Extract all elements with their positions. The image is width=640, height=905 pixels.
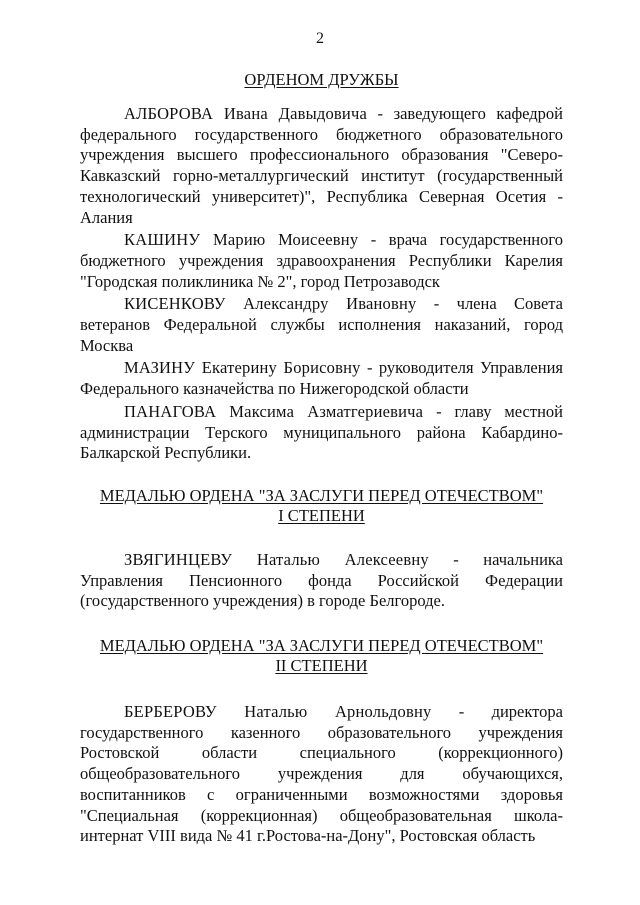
recipient-name: КИСЕНКОВУ Александру Ивановну (124, 294, 417, 314)
award-entry (80, 402, 563, 464)
section-heading (80, 636, 563, 676)
recipient-name: БЕРБЕРОВУ Наталью Арнольдовну (124, 702, 432, 722)
section-heading-line: МЕДАЛЬЮ ОРДЕНА "ЗА ЗАСЛУГИ ПЕРЕД ОТЕЧЕСТВОМ" (99, 636, 544, 656)
page-number: 2 (316, 30, 324, 47)
award-entry (80, 230, 563, 292)
section-heading-line: ОРДЕНОМ ДРУЖБЫ (244, 70, 399, 89)
recipient-name: ЗВЯГИНЦЕВУ Наталью Алексеевну (124, 549, 429, 569)
award-entry (80, 550, 563, 612)
recipient-name: АЛБОРОВА Ивана Давыдовича (124, 104, 367, 123)
recipient-description: - директора государственного казенного образовательного учреждения Ростовской области специального (коррекционного) общеобразовательного учреждения для обучающихся, воспитанников с ограниченными возможностями здоровья "Специальная (коррекционная) общеобразовательная школа-интернат VIII вида № 41 г.Ростова-на-Дону", Ростовская область (80, 702, 563, 846)
recipient-description: - главу местной администрации Терского муниципального района Кабардино-Балкарской Республики. (80, 401, 563, 463)
document-body (80, 70, 563, 849)
award-entry (80, 358, 563, 399)
recipient-description: - начальника Управления Пенсионного фонда Российской Федерации (государственного учреждения) в городе Белгороде. (80, 549, 564, 611)
section-heading (80, 70, 563, 90)
recipient-description: - члена Совета ветеранов Федеральной службы исполнения наказаний, город Москва (80, 294, 564, 355)
section-heading (80, 486, 563, 526)
award-section-medal-second-degree (80, 636, 563, 847)
section-heading-line: II СТЕПЕНИ (275, 656, 368, 676)
recipient-name: КАШИНУ Марию Моисеевну (124, 230, 359, 250)
award-entry (80, 104, 563, 228)
award-entry (80, 702, 563, 847)
recipient-description: - руководителя Управления Федерального казначейства по Нижегородской области (80, 358, 564, 399)
award-section-medal-first-degree (80, 486, 563, 612)
award-section-order-of-friendship (80, 70, 563, 464)
recipient-name: МАЗИНУ Екатерину Борисовну (124, 358, 361, 378)
recipient-description: - заведующего кафедрой федерального государственного бюджетного образовательного учреждения высшего профессионального образования "Северо-Кавказский горно-металлургический институт (государственный технологический университет)", Республика Северная Осетия - Алания (80, 104, 563, 227)
recipient-name: ПАНАГОВА Максима Азматгериевича (124, 401, 424, 421)
recipient-description: - врача государственного бюджетного учреждения здравоохранения Республики Карелия "Городская поликлиника № 2", город Петрозаводск (80, 230, 563, 291)
section-heading-line: I СТЕПЕНИ (278, 505, 365, 525)
section-heading-line: МЕДАЛЬЮ ОРДЕНА "ЗА ЗАСЛУГИ ПЕРЕД ОТЕЧЕСТВОМ" (99, 485, 544, 505)
award-entry (80, 294, 563, 356)
